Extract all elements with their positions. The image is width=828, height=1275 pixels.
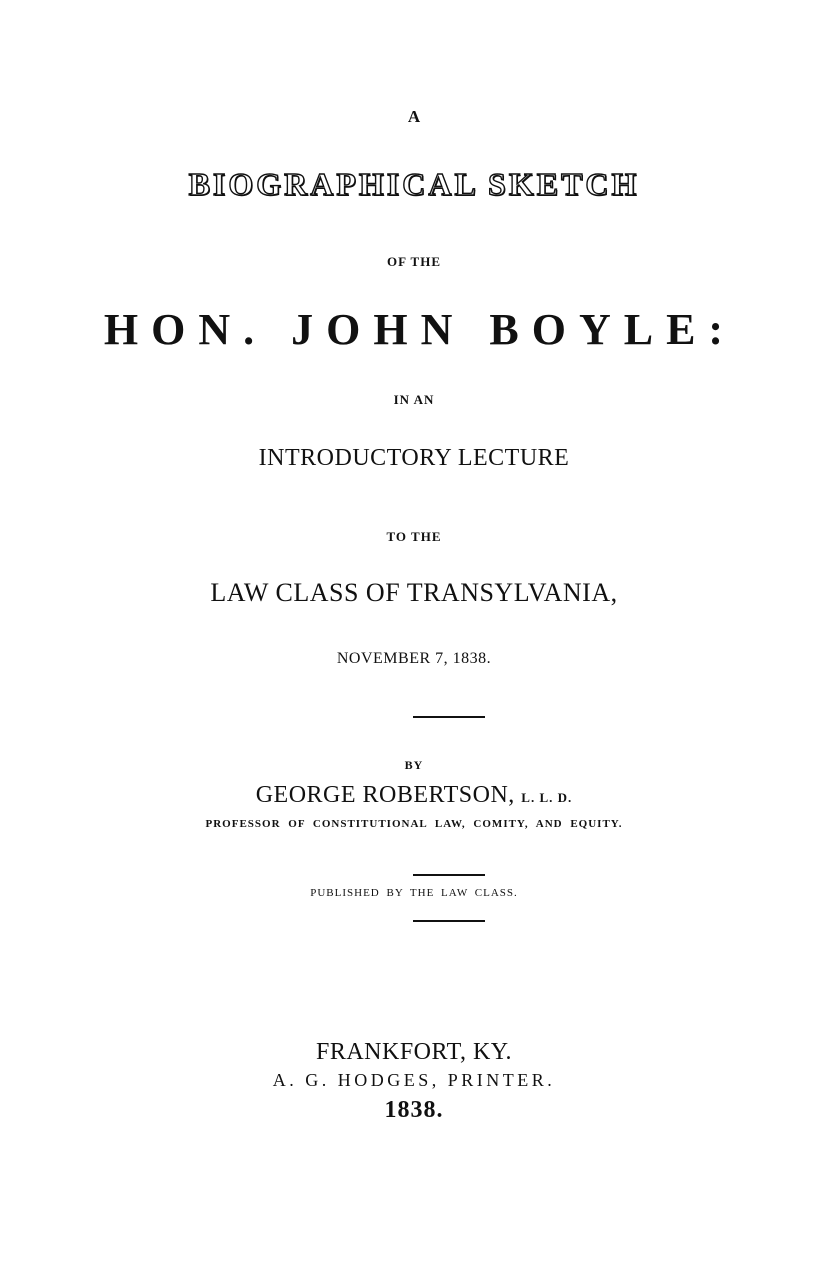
author-degree: L. L. D. <box>521 790 573 805</box>
subject-name: HON. JOHN BOYLE: <box>103 305 737 354</box>
publication-place: FRANKFORT, KY. <box>315 1039 513 1065</box>
publisher-note: PUBLISHED BY THE LAW CLASS. <box>310 887 518 899</box>
printer-name: A. G. HODGES, PRINTER. <box>272 1070 556 1090</box>
title-article: A <box>407 107 421 126</box>
lecture-type: INTRODUCTORY LECTURE <box>258 445 570 471</box>
title-heading: BIOGRAPHICAL SKETCH <box>188 166 640 202</box>
publication-year: 1838. <box>384 1097 444 1123</box>
to-the-text: TO THE <box>386 529 442 544</box>
author-line <box>0 783 828 807</box>
divider-rule <box>413 874 485 876</box>
of-the-text: OF THE <box>386 254 442 269</box>
in-an-text: IN AN <box>393 392 435 407</box>
audience-text: LAW CLASS OF TRANSYLVANIA, <box>210 578 618 607</box>
divider-rule <box>413 920 485 922</box>
author-title: PROFESSOR OF CONSTITUTIONAL LAW, COMITY, AND EQUITY. <box>205 818 623 830</box>
author-name: GEORGE ROBERTSON, <box>255 782 515 808</box>
by-text: BY <box>404 758 424 772</box>
lecture-date: NOVEMBER 7, 1838. <box>336 650 492 667</box>
divider-rule <box>413 716 485 718</box>
